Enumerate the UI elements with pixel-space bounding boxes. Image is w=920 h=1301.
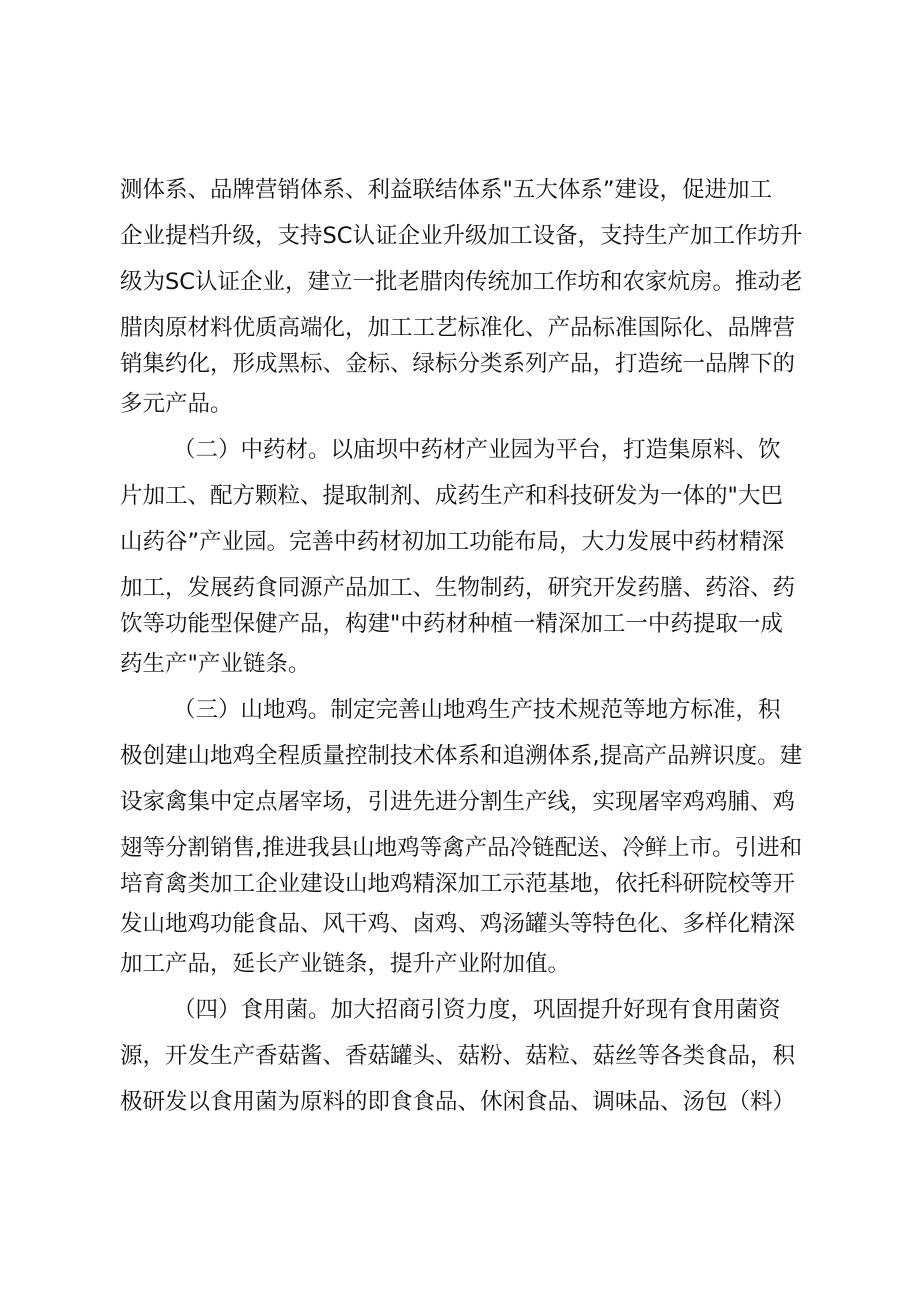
text-line: 翅等分割销售,推进我县山地鸡等禽产品冷链配送、冷鲜上市。引进和	[120, 835, 803, 861]
text-line: 腊肉原材料优质高端化，加工工艺标准化、产品标准国际化、品牌营	[120, 315, 796, 341]
text-line: 企业提档升级，支持SC认证企业升级加工设备，支持生产加工作坊升	[120, 223, 803, 249]
text-line: 极创建山地鸡全程质量控制技术体系和追溯体系,提高产品辨识度。建	[120, 743, 803, 769]
text-line: 加工产品，延长产业链条，提升产业附加值。	[120, 951, 571, 977]
text-line: 测体系、品牌营销体系、利益联结体系"五大体系”建设，促进加工	[120, 177, 773, 203]
text-line: 设家禽集中定点屠宰场，引进先进分割生产线，实现屠宰鸡鸡脯、鸡	[120, 789, 796, 815]
text-line: 药生产"产业链条。	[120, 651, 311, 677]
section-3-first-line: （三）山地鸡。制定完善山地鸡生产技术规范等地方标准，积	[173, 697, 781, 723]
text-line: 销集约化，形成黑标、金标、绿标分类系列产品，打造统一品牌下的	[120, 351, 796, 377]
text-line: 培育禽类加工企业建设山地鸡精深加工示范基地，依托科研院校等开	[120, 871, 796, 897]
text-line: 源，开发生产香菇酱、香菇罐头、菇粉、菇粒、菇丝等各类食品，积	[120, 1043, 796, 1069]
text-line: 多元产品。	[120, 391, 233, 417]
text-line: 极研发以食用菌为原料的即食食品、休闲食品、调味品、汤包（料）	[120, 1089, 796, 1115]
text-line: 发山地鸡功能食品、风干鸡、卤鸡、鸡汤罐头等特色化、多样化精深	[120, 911, 796, 937]
text-line: 加工，发展药食同源产品加工、生物制药，研究开发药膳、药浴、药	[120, 575, 796, 601]
text-line: 级为SC认证企业，建立一批老腊肉传统加工作坊和农家炕房。推动老	[120, 269, 803, 295]
section-2-first-line: （二）中药材。以庙坝中药材产业园为平台，打造集原料、饮	[173, 437, 781, 463]
section-4-first-line: （四）食用菌。加大招商引资力度，巩固提升好现有食用菌资	[173, 997, 781, 1023]
text-line: 山药谷”产业园。完善中药材初加工功能布局，大力发展中药材精深	[120, 529, 785, 555]
text-line: 片加工、配方颗粒、提取制剂、成药生产和科技研发为一体的"大巴	[120, 483, 783, 509]
text-line: 饮等功能型保健产品，构建"中药材种植一精深加工一中药提取一成	[120, 611, 783, 637]
